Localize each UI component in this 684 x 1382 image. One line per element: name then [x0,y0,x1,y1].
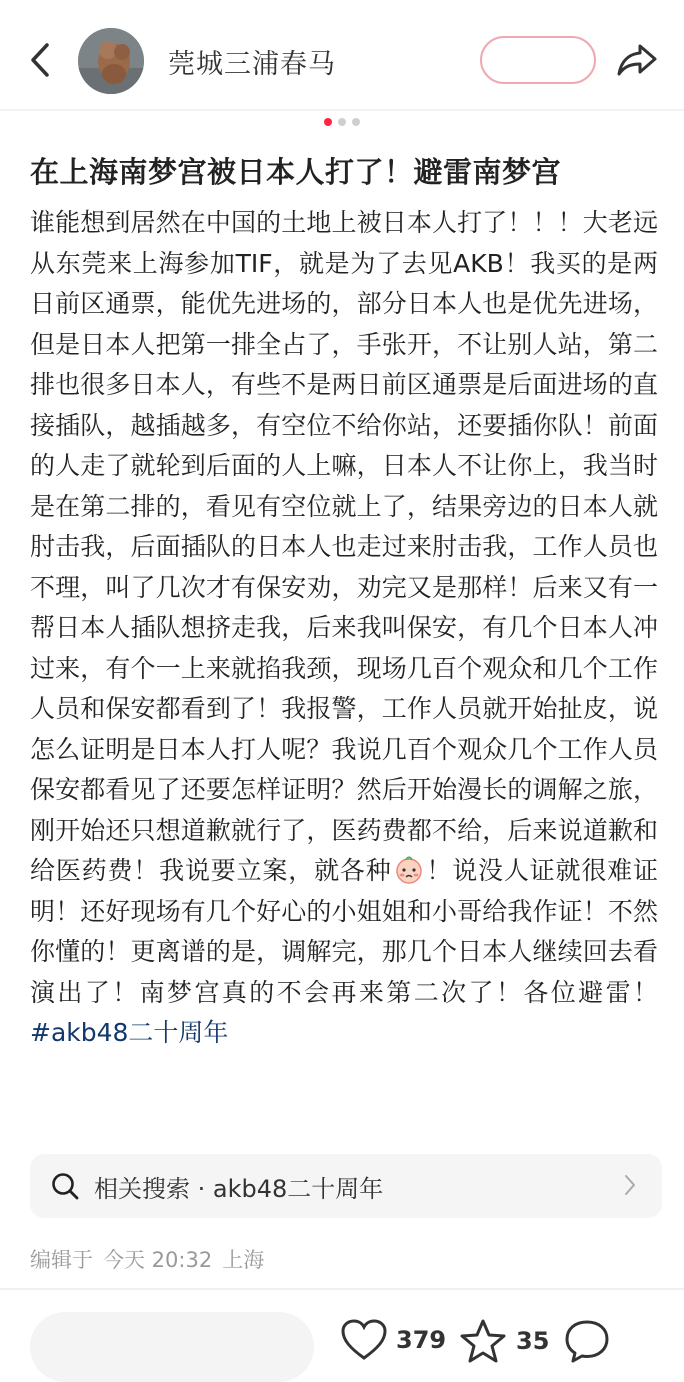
related-search-label: 相关搜索 · akb48二十周年 [94,1174,384,1203]
peach-face-emoji-icon [394,855,424,885]
carousel-dot [352,118,360,126]
edited-date: 今天 20:32 [103,1248,213,1272]
carousel-dot [324,118,332,126]
hashtag-link[interactable]: #akb48二十周年 [30,1018,229,1047]
search-icon [50,1171,80,1201]
comment-button[interactable] [562,1318,612,1364]
back-button[interactable] [18,36,62,84]
author-name[interactable]: 莞城三浦春马 [168,49,336,80]
note-body-text-continued: ！说没人证就很难证明！还好现场有几个好心的小姐姐和小哥给我作证！不然你懂的！更离谱的是，调解完，那几个日本人继续回去看演出了！南梦宫真的不会再来第二次了！各位避雷！ [30,856,658,1007]
collect-button[interactable] [458,1318,549,1364]
note-body [30,203,658,1054]
follow-button[interactable] [480,36,596,84]
chevron-right-icon [624,1174,636,1196]
collect-count: 35 [516,1327,550,1355]
like-count: 379 [396,1326,447,1354]
author-avatar[interactable] [78,28,144,94]
comment-icon [562,1318,612,1364]
note-body-text: 谁能想到居然在中国的土地上被日本人打了！！！大老远从东莞来上海参加TIF，就是为了去见AKB！我买的是两日前区通票，能优先进场的，部分日本人也是优先进场，但是日本人把第一排全占了，手张开，不让别人站，第二排也很多日本人，有些不是两日前区通票是后面进场的直接插队，越插越多，有空位不给你站，还要插你队！前面的人走了就轮到后面的人上嘛，日本人不让你上，我当时是在第二排的，看见有空位就上了，结果旁边的日本人就肘击我，后面插队的日本人也走过来肘击我，工作人员也不理，叫了几次才有保安劝，劝完又是那样！后来又有一帮日本人插队想挤走我，后来我叫保安，有几个日本人冲过来，有个一上来就掐我颈，现场几百个观众和几个工作人员和保安都看到了！我报警，工作人员就开始扯皮，说怎么证明是日本人打人呢？我说几百个观众几个工作人员保安都看见了还要怎样证明？然后开始漫长的调解之旅，刚开始还只想道歉就行了，医药费都不给，后来说道歉和给医药费！我说要立案，就各种 [30,208,658,885]
image-carousel-indicator [0,118,684,126]
comment-input[interactable] [30,1312,314,1382]
bottom-divider [0,1288,684,1290]
star-icon [458,1318,508,1364]
header-divider [0,109,684,111]
related-search-bar[interactable] [30,1154,662,1218]
edited-prefix: 编辑于 [30,1248,93,1272]
note-meta [30,1244,274,1274]
like-button[interactable] [340,1318,446,1362]
carousel-dot [338,118,346,126]
location: 上海 [222,1248,265,1272]
heart-icon [340,1318,388,1362]
share-icon [616,42,658,78]
share-button[interactable] [610,36,664,84]
back-arrow-icon [29,42,51,78]
top-bar [0,0,684,118]
note-title: 在上海南梦宫被日本人打了！避雷南梦宫 [30,155,562,189]
